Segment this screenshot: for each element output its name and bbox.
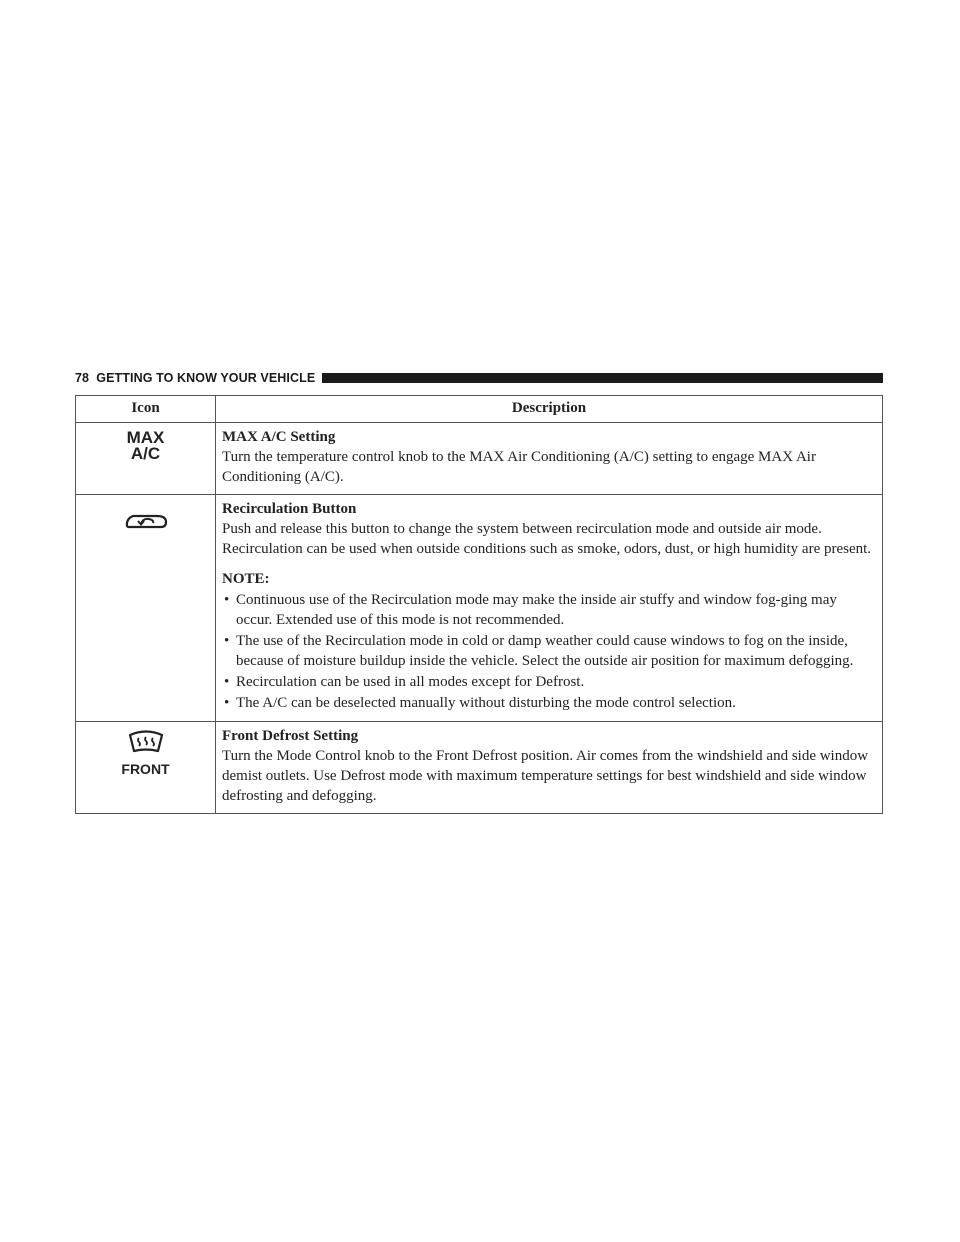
recirculation-icon	[123, 510, 169, 532]
table-row	[76, 495, 883, 722]
icon-cell	[76, 423, 216, 495]
table-row	[76, 722, 883, 814]
icon-cell	[76, 495, 216, 722]
header-rule	[322, 373, 883, 383]
note-label: NOTE:	[222, 571, 270, 587]
front-label: FRONT	[121, 761, 170, 777]
row-title: Front Defrost Setting	[222, 728, 359, 744]
list-item: • The use of the Recirculation mode in cold or damp weather could cause windows to fog on the inside, because of moisture buildup inside the vehicle. Select the outside air position for maximum defogging.	[222, 631, 876, 671]
table-row	[76, 423, 883, 495]
icon-cell	[76, 722, 216, 814]
page-header-text	[75, 371, 315, 385]
note-list	[222, 590, 876, 713]
row-title: Recirculation Button	[222, 501, 357, 517]
page-number: 78	[75, 371, 90, 385]
list-item: • Recirculation can be used in all modes except for Defrost.	[222, 672, 876, 692]
row-description: Turn the Mode Control knob to the Front Defrost position. Air comes from the windshield and side window demist outlets. Use Defrost mode with maximum temperature settings for best windshield and side window defrosting and defogging.	[222, 748, 869, 804]
front-defrost-icon	[126, 729, 166, 755]
row-description: Push and release this button to change the system between recirculation mode and outside air mode. Recirculation can be used when outside conditions such as smoke, odors, dust, or high humidity are present.	[222, 521, 872, 557]
list-item: • The A/C can be deselected manually without disturbing the mode control selection.	[222, 693, 876, 713]
max-ac-icon: MAX A/C	[126, 428, 165, 463]
row-description: Turn the temperature control knob to the MAX Air Conditioning (A/C) setting to engage MAX Air Conditioning (A/C).	[222, 449, 816, 485]
column-header-description: Description	[216, 396, 883, 423]
page-header	[75, 369, 883, 387]
climate-controls-table	[75, 395, 883, 814]
description-cell	[216, 722, 883, 814]
section-title: GETTING TO KNOW YOUR VEHICLE	[96, 371, 316, 385]
description-cell	[216, 423, 883, 495]
table-header-row	[76, 396, 883, 423]
description-cell	[216, 495, 883, 722]
row-title: MAX A/C Setting	[222, 429, 336, 445]
list-item: • Continuous use of the Recirculation mode may make the inside air stuffy and window fog-ging may occur. Extended use of this mode is not recommended.	[222, 590, 876, 630]
column-header-icon: Icon	[76, 396, 216, 423]
